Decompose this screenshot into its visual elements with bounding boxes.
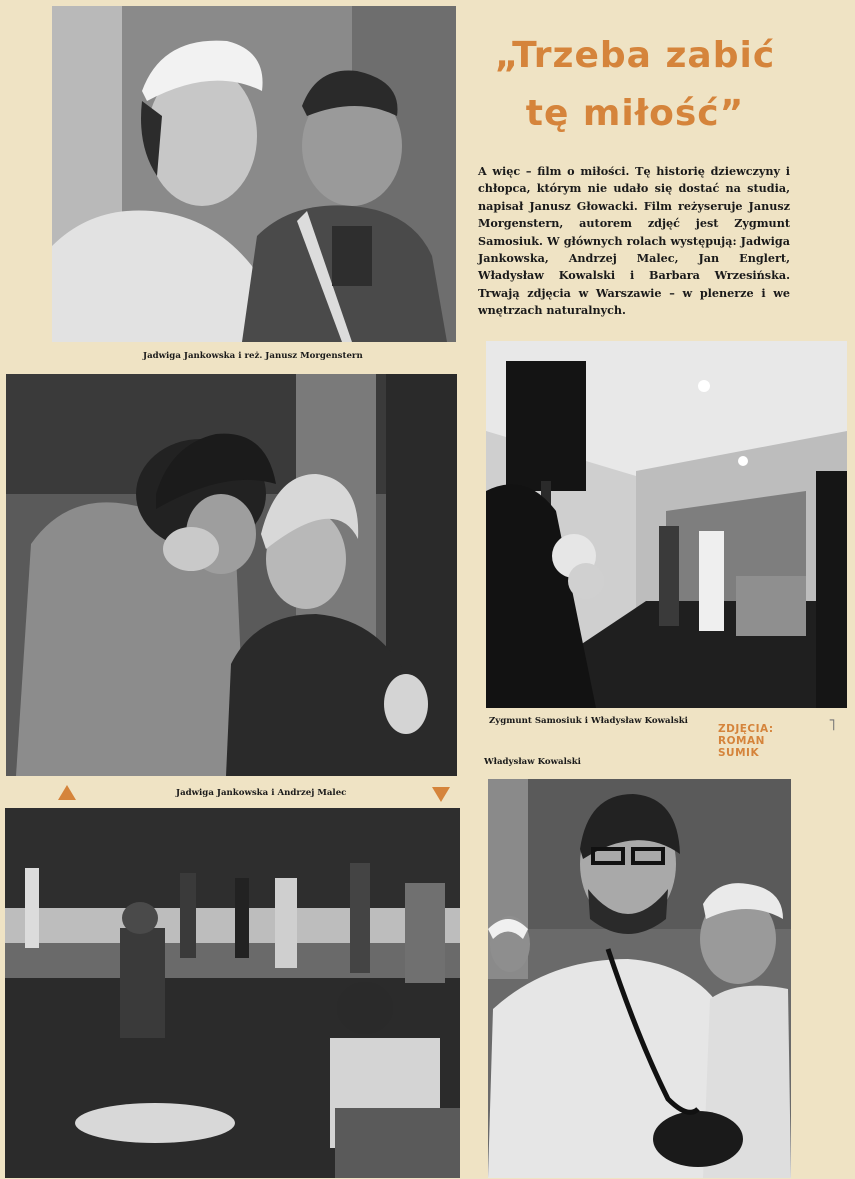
caption-photo2: Jadwiga Jankowska i Andrzej Malec — [176, 788, 347, 798]
caption-photo4: Władysław Kowalski — [484, 757, 581, 767]
caption-photo1: Jadwiga Jankowska i reż. Janusz Morgenstern — [143, 351, 363, 361]
photo-jankowska-malec — [6, 374, 457, 776]
triangle-up-icon — [58, 785, 76, 800]
photo-jankowska-morgenstern — [52, 6, 456, 342]
credits-line1: ZDJĘCIA: — [718, 723, 774, 735]
article-lede: A więc – film o miłości. Tę historię dziewczyny i chłopca, którym nie udało się dostać na studia, napisał Janusz Głowacki. Film reżyseruje Janusz Morgenstern, autorem zdjęć jest Zygmunt Samosiuk. W głównych rolach występują: Jadwiga Jankowska, Andrzej Malec, Jan Englert, Władysław Kowalski i Barbara Wrzesińska. Trwają zdjęcia w Warszawie – w plenerze i we wnętrzach naturalnych. — [478, 164, 790, 318]
photo-samosiuk-kowalski — [486, 341, 847, 708]
credits-line2: ROMAN — [718, 735, 765, 747]
photo-fountain-street — [5, 808, 460, 1178]
triangle-down-icon — [432, 787, 450, 802]
credits-line3: SUMIK — [718, 747, 760, 759]
photo-credits — [718, 723, 788, 759]
article-title-line1: „Trzeba zabić — [494, 35, 776, 76]
article-title-line2: tę miłość” — [525, 93, 745, 134]
caption-photo3: Zygmunt Samosiuk i Władysław Kowalski — [489, 716, 688, 726]
margin-mark: ˥ — [828, 715, 836, 734]
photo-kowalski — [488, 779, 791, 1178]
